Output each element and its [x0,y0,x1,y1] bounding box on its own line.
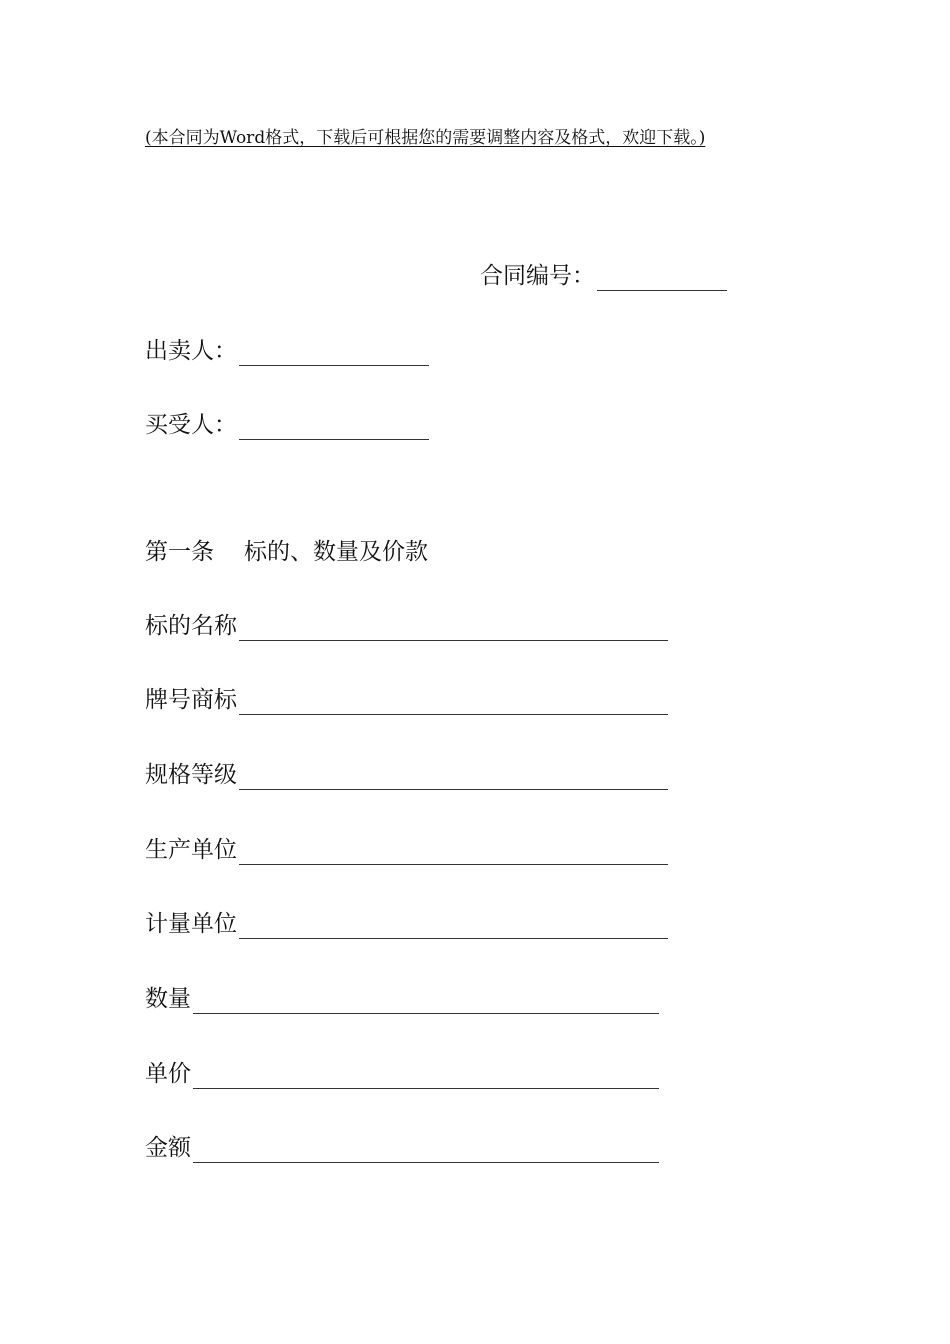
amount-line [145,1133,659,1163]
seller-line [145,336,429,366]
subject-name-blank[interactable] [239,618,668,641]
seller-label: 出卖人： [145,338,237,364]
format-notice: (本合同为Word格式，下载后可根据您的需要调整内容及格式，欢迎下载。) [145,128,706,148]
buyer-label: 买受人： [145,412,237,438]
buyer-line [145,410,429,440]
unit-price-label: 单价 [145,1061,191,1087]
manufacturer-line [145,835,668,865]
unit-label: 计量单位 [145,911,237,937]
contract-number-label: 合同编号： [480,263,595,289]
amount-label: 金额 [145,1135,191,1161]
article-1-title: 标的、数量及价款 [244,539,428,565]
quantity-line [145,984,659,1014]
brand-trademark-blank[interactable] [239,692,668,715]
manufacturer-label: 生产单位 [145,837,237,863]
spec-grade-blank[interactable] [239,767,668,790]
subject-name-label: 标的名称 [145,613,237,639]
brand-trademark-label: 牌号商标 [145,687,237,713]
article-1-heading [145,537,428,567]
contract-number-blank[interactable] [597,268,727,291]
unit-blank[interactable] [239,916,668,939]
quantity-blank[interactable] [193,991,659,1014]
brand-trademark-line [145,685,668,715]
subject-name-line [145,611,668,641]
spec-grade-line [145,760,668,790]
amount-blank[interactable] [193,1140,659,1163]
article-1-number: 第一条 [145,539,214,565]
seller-blank[interactable] [239,343,429,366]
unit-price-line [145,1059,659,1089]
manufacturer-blank[interactable] [239,842,668,865]
quantity-label: 数量 [145,986,191,1012]
contract-number-line [480,261,727,291]
spec-grade-label: 规格等级 [145,762,237,788]
buyer-blank[interactable] [239,417,429,440]
unit-line [145,909,668,939]
unit-price-blank[interactable] [193,1066,659,1089]
